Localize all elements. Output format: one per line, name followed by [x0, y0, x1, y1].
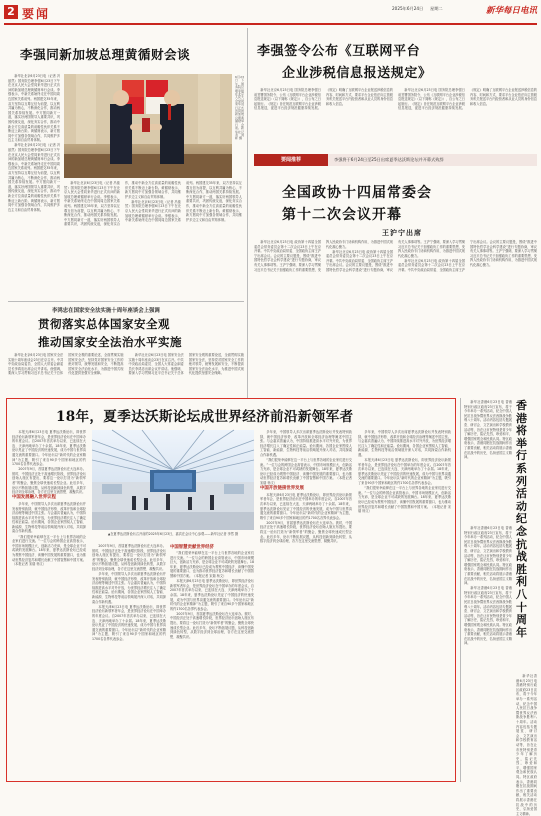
feature-paragraph-3: 多年来，中国领导人多次出席夏季达沃斯论坛并发表特别致辞，就中国经济形势、改革开放和全球经济治理等阐述中国主张。与会嘉宾普遍认为，中国持续推进高水平对外开放，为世界经济增长注入了确定性和正能量。论坛期间，各国企业家围绕人工智能、新能源、生物科技等前沿领域展开深入对话，共同探索合作新机遇。	[12, 501, 86, 534]
paper-name: 新华每日电讯	[486, 6, 538, 16]
article-singapore-paragraph-repeat: 新华社北京6月23日电（记者 冯歆然）国务院总理李强6月23日下午在北京人民大会堂同来华进行正式访问的新加坡总理黄循财举行会谈。李强表示，中新关系始终走在中国同周边国家关系前列。两国建交35年来，双方坚持以互尊互信为前提，以互利共赢为核心，不断深化合作，推动两国关系持续发展。中方愿同新方一道，落实好两国领导人重要共识，巩固传统友谊，深化务实合作，推动中新全方位高质量的前瞻性伙伴关系不断迈上新台阶。黄循财表示，新方愿同中方加强各领域合作，共同维护多边主义和自由贸易体制。	[8, 143, 60, 212]
feature-paragraph-4c: “我们很荣幸能够在这一平台上与世界各地的企业家们进行交流。”一位与会的跨国企业高管表示，中国市场规模巨大，创新活力充沛，是全球企业不可或缺的发展舞台。18年来，夏季达沃斯论坛已经成为观察中国经济、读懂中国发展的重要窗口，也为推动世界经济复苏和增长贡献了中国智慧和中国方案。（本报记者 宋瑞 杨文）	[260, 458, 352, 486]
sidebar-body-bottom	[516, 674, 537, 816]
article-singapore-body	[8, 74, 60, 296]
issue-weekday: 星期二	[430, 6, 443, 11]
article-cppcc-byline: 王沪宁出席	[382, 228, 422, 237]
article-cppcc-paragraph: 新华社北京6月23日电 政协第十四届全国委员会常务委员会第十二次会议23日上午在京开幕。中共中央政治局常委、全国政协主席王沪宁出席会议。会议的主要议题是，围绕“推进中国特色哲学社会科学建设”进行专题协商，审议有关人事事项等。王沪宁强调，要深入学习贯彻习近平总书记关于加强政协工作的重要思想，发挥人民政协专门协商机构作用，为推进中国式现代化凝心聚力。	[254, 240, 393, 272]
recommend-banner	[254, 154, 537, 166]
feature-paragraph-4b: “我们很荣幸能够在这一平台上与世界各地的企业家们进行交流。”一位与会的跨国企业高管表示，中国市场规模巨大，创新活力充沛，是全球企业不可或缺的发展舞台。18年来，夏季达沃斯论坛已经成为观察中国经济、读懂中国发展的重要窗口，也为推动世界经济复苏和增长贡献了中国智慧和中国方案。（本报记者 宋瑞 杨文）	[170, 551, 254, 579]
feature-paragraph-3c: 多年来，中国领导人多次出席夏季达沃斯论坛并发表特别致辞，就中国经济形势、改革开放和全球经济治理等阐述中国主张。与会嘉宾普遍认为，中国持续推进高水平对外开放，为世界经济增长注入了确定性和正能量。论坛期间，各国企业家围绕人工智能、新能源、生物科技等前沿领域展开深入对话，共同探索合作新机遇。	[260, 430, 352, 457]
feature-body-col-5	[358, 430, 451, 776]
article-security-body	[8, 353, 244, 398]
feature-paragraph-3d: 多年来，中国领导人多次出席夏季达沃斯论坛并发表特别致辞，就中国经济形势、改革开放和全球经济治理等阐述中国主张。与会嘉宾普遍认为，中国持续推进高水平对外开放，为世界经济增长注入了确定性和正能量。论坛期间，各国企业家围绕人工智能、新能源、生物科技等前沿领域展开深入对话，共同探索合作新机遇。	[358, 430, 451, 457]
feature-body-col-1	[12, 430, 86, 776]
article-singapore-paragraph: 新华社北京6月23日电（记者 冯歆然）国务院总理李强6月23日下午在北京人民大会堂同来华进行正式访问的新加坡总理黄循财举行会谈。李强表示，中新关系始终走在中国同周边国家关系前列。两国建交35年来，双方坚持以互尊互信为前提，以互利共赢为核心，不断深化合作，推动两国关系持续发展。中方愿同新方一道，落实好两国领导人重要共识，巩固传统友谊，深化务实合作，推动中新全方位高质量的前瞻性伙伴关系不断迈上新台阶。黄循财表示，新方愿同中方加强各领域合作，共同维护多边主义和自由贸易体制。	[8, 74, 60, 143]
article-cppcc-headline-2: 第十二次会议开幕	[282, 207, 402, 223]
article-singapore-paragraph-lower-2: 新华社北京6月23日电（记者 冯歆然）国务院总理李强6月23日下午在北京人民大会堂同来华进行正式访问的新加坡总理黄循财举行会谈。李强表示，中新关系始终走在中国同周边国家关系前列。两国建交35年来，双方坚持以互尊互信为前提，以互利共赢为核心，不断深化合作，推动两国关系持续发展。中方愿同新方一道，落实好两国领导人重要共识，巩固传统友谊，深化务实合作，推动中新全方位高质量的前瞻性伙伴关系不断迈上新台阶。黄循财表示，新方愿同中方加强各领域合作，共同维护多边主义和自由贸易体制。	[125, 181, 242, 223]
article-decree-paragraph: 新华社北京6月23日电 国务院总理李强日前签署国务院令，公布《互联网平台企业涉税信息报送规定》（以下简称《规定》），自公布之日起施行。《规定》旨在规范互联网平台企业涉税信息报送，促进平台经济规范健康持续发展。《规定》明确了互联网平台企业报送涉税信息的内容、时间和方式，要求平台企业依法向主管税务机关报送平台内经营者和从业人员的身份信息和收入信息。	[254, 88, 393, 111]
feature-subheading-1: 中国发展融入世界议程	[12, 495, 56, 501]
sidebar-paragraph-mid: 新华社香港6月23日电 香港特别行政区政府23日宣布，将于今年举办一系列活动，纪念中国人民抗日战争暨世界反法西斯战争胜利八十周年。活动内容包括专题展览、研讨会、文艺演出和学校教育活动等，旨在让市民特别是青少年了解历史，铭记先烈，珍爱和平，增强国家观念和民族认同。特区政府表示，香港同胞在抗战期间作出了重要贡献，相关活动将展示香港在抗战中的历史，弘扬爱国主义精神。	[464, 526, 512, 586]
feature-paragraph-2d: 2007年9月，首届夏季达沃斯论坛在大连举办。彼时，中国经济正处于高速增长阶段，世界经济论坛创始人施瓦布提出，要将这一论坛打造为“新领军者”的聚会，聚焦全球快速成长型企业。此后多年，论坛不断拓展议题，从科技创新到绿色转型，从数字经济到全球治理，各方在这里交流思想、凝聚共识。	[260, 520, 352, 544]
column-divider-sidebar	[460, 398, 461, 782]
feature-headline: 18年，夏季达沃斯论坛成世界经济前沿新领军者	[56, 409, 354, 425]
feature-paragraph-4: “我们很荣幸能够在这一平台上与世界各地的企业家们进行交流。”一位与会的跨国企业高管表示，中国市场规模巨大，创新活力充沛，是全球企业不可或缺的发展舞台。18年来，夏季达沃斯论坛已经成为观察中国经济、读懂中国发展的重要窗口，也为推动世界经济复苏和增长贡献了中国智慧和中国方案。（本报记者 宋瑞 杨文）	[12, 534, 86, 567]
article-singapore-body-lower	[64, 181, 242, 296]
feature-paragraph-1d: 本报天津6月23日电 夏季达沃斯论坛，即世界经济论坛新领军者年会，是世界经济论坛在中国举办的年度会议。自2007年首次举办以来，已连续在大连、天津两地举办了十余届。18年来，夏季达沃斯论坛见证了中国经济的快速发展，成为中国与世界沟通交流的重要窗口。今年论坛以“新时代的企业家精神”为主题，吸引了来自90多个国家和地区的约1700名各界代表参会。	[260, 492, 352, 520]
feature-paragraph-1b: 本报天津6月23日电 夏季达沃斯论坛，即世界经济论坛新领军者年会，是世界经济论坛在中国举办的年度会议。自2007年首次举办以来，已连续在大连、天津两地举办了十余届。18年来，夏季达沃斯论坛见证了中国经济的快速发展，成为中国与世界沟通交流的重要窗口。今年论坛以“新时代的企业家精神”为主题，吸引了来自90多个国家和地区的约1700名各界代表参会。	[92, 604, 166, 641]
recommend-kicker: 要闻推荐	[280, 157, 301, 163]
feature-paragraph-2: 2007年9月，首届夏季达沃斯论坛在大连举办。彼时，中国经济正处于高速增长阶段，世界经济论坛创始人施瓦布提出，要将这一论坛打造为“新领军者”的聚会，聚焦全球快速成长型企业。此后多年，论坛不断拓展议题，从科技创新到绿色转型，从数字经济到全球治理，各方在这里交流思想、凝聚共识。	[12, 467, 86, 495]
divider-security	[8, 301, 244, 302]
article-security-headline-1: 贯彻落实总体国家安全观	[38, 317, 170, 331]
sidebar-body-top	[464, 400, 512, 522]
article-decree-paragraph-repeat: 新华社北京6月23日电 国务院总理李强日前签署国务院令，公布《互联网平台企业涉税信息报送规定》（以下简称《规定》），自公布之日起施行。《规定》旨在规范互联网平台企业涉税信息报送，促进平台经济规范健康持续发展。《规定》明确了互联网平台企业报送涉税信息的内容、时间和方式，要求平台企业依法向主管税务机关报送平台内经营者和从业人员的身份信息和收入信息。	[398, 88, 537, 111]
feature-paragraph-1c: 本报天津6月23日电 夏季达沃斯论坛，即世界经济论坛新领军者年会，是世界经济论坛在中国举办的年度会议。自2007年首次举办以来，已连续在大连、天津两地举办了十余届。18年来，夏季达沃斯论坛见证了中国经济的快速发展，成为中国与世界沟通交流的重要窗口。今年论坛以“新时代的企业家精神”为主题，吸引了来自90多个国家和地区的约1700名各界代表参会。	[170, 579, 254, 611]
feature-paragraph-3b: 多年来，中国领导人多次出席夏季达沃斯论坛并发表特别致辞，就中国经济形势、改革开放和全球经济治理等阐述中国主张。与会嘉宾普遍认为，中国持续推进高水平对外开放，为世界经济增长注入了确定性和正能量。论坛期间，各国企业家围绕人工智能、新能源、生物科技等前沿领域展开深入对话，共同探索合作新机遇。	[92, 572, 166, 604]
masthead-rule	[4, 23, 537, 25]
feature-body-col-3	[170, 544, 254, 776]
feature-photo	[92, 430, 254, 530]
sidebar-paragraph-top: 新华社香港6月23日电 香港特别行政区政府23日宣布，将于今年举办一系列活动，纪念中国人民抗日战争暨世界反法西斯战争胜利八十周年。活动内容包括专题展览、研讨会、文艺演出和学校教育活动等，旨在让市民特别是青少年了解历史，铭记先烈，珍爱和平，增强国家观念和民族认同。特区政府表示，香港同胞在抗战期间作出了重要贡献，相关活动将展示香港在抗战中的历史，弘扬爱国主义精神。	[464, 400, 512, 460]
article-security-paragraph: 新华社北京6月23日电 国家安全法实施十周年座谈会23日在京召开。中共中央政治局委员、全国人大常委会副委员长李鸿忠出席会议并讲话。他强调，要深入学习贯彻习近平总书记关于总体国家安全观的重要论述，全面贯彻实施国家安全法，坚持党对国家安全工作的绝对领导，统筹发展和安全，不断提高国家安全法治化水平，为推进中国式现代化提供坚强安全保障。	[8, 353, 124, 376]
feature-subheading-2: 中国智慧贡献世界经济	[170, 544, 214, 550]
article-singapore-caption: 6月23日下午，国务院总理李强在北京人民大会堂同来华进行正式访问的新加坡总理黄循财举行会谈。新华社记者 刘彬 摄	[235, 75, 245, 141]
article-security-paragraph-2: 新华社北京6月23日电 国家安全法实施十周年座谈会23日在京召开。中共中央政治局委员、全国人大常委会副委员长李鸿忠出席会议并讲话。他强调，要深入学习贯彻习近平总书记关于总体国家安全观的重要论述，全面贯彻实施国家安全法，坚持党对国家安全工作的绝对领导，统筹发展和安全，不断提高国家安全法治化水平，为推进中国式现代化提供坚强安全保障。	[128, 353, 244, 376]
article-cppcc-paragraph-2: 新华社北京6月23日电 政协第十四届全国委员会常务委员会第十二次会议23日上午在京开幕。中共中央政治局常委、全国政协主席王沪宁出席会议。会议的主要议题是，围绕“推进中国特色哲学社会科学建设”进行专题协商，审议有关人事事项等。王沪宁强调，要深入学习贯彻习近平总书记关于加强政协工作的重要思想，发挥人民政协专门协商机构作用，为推进中国式现代化凝心聚力。	[326, 240, 465, 273]
feature-photo-caption: ▲在夏季达沃斯论坛召开前的2025年6月23日，嘉宾在会议中心参观——新华社记者 李然 摄	[107, 532, 239, 536]
feature-body-col-2	[92, 544, 166, 776]
article-singapore-headline: 李强同新加坡总理黄循财会谈	[20, 47, 191, 62]
masthead	[0, 0, 541, 24]
article-cppcc-body	[254, 240, 537, 396]
issue-date: 2025年6月24日	[392, 6, 424, 11]
sidebar-headline: 香港将举行系列活动纪念抗战胜利八十周年	[516, 399, 527, 639]
page-number-badge	[4, 5, 18, 19]
sidebar-paragraph-bottom: 新华社香港6月23日电 香港特别行政区政府23日宣布，将于今年举办一系列活动，纪念中国人民抗日战争暨世界反法西斯战争胜利八十周年。活动内容包括专题展览、研讨会、文艺演出和学校教育活动等，旨在让市民特别是青少年了解历史，铭记先烈，珍爱和平，增强国家观念和民族认同。特区政府表示，香港同胞在抗战期间作出了重要贡献，相关活动将展示香港在抗战中的历史，弘扬爱国主义精神。	[516, 674, 537, 816]
article-security-headline-2: 推动国家安全法治水平实施	[38, 335, 182, 349]
column-divider-top	[247, 28, 248, 398]
feature-paragraph-4d: “我们很荣幸能够在这一平台上与世界各地的企业家们进行交流。”一位与会的跨国企业高管表示，中国市场规模巨大，创新活力充沛，是全球企业不可或缺的发展舞台。18年来，夏季达沃斯论坛已经成为观察中国经济、读懂中国发展的重要窗口，也为推动世界经济复苏和增长贡献了中国智慧和中国方案。（本报记者 宋瑞 杨文）	[358, 486, 451, 514]
article-cppcc-paragraph-3: 新华社北京6月23日电 政协第十四届全国委员会常务委员会第十二次会议23日上午在京开幕。中共中央政治局常委、全国政协主席王沪宁出席会议。会议的主要议题是，围绕“推进中国特色哲学社会科学建设”进行专题协商，审议有关人事事项等。王沪宁强调，要深入学习贯彻习近平总书记关于加强政协工作的重要思想，发挥人民政协专门协商机构作用，为推进中国式现代化凝心聚力。	[398, 240, 537, 273]
feature-paragraph-2c: 2007年9月，首届夏季达沃斯论坛在大连举办。彼时，中国经济正处于高速增长阶段，世界经济论坛创始人施瓦布提出，要将这一论坛打造为“新领军者”的聚会，聚焦全球快速成长型企业。此后多年，论坛不断拓展议题，从科技创新到绿色转型，从数字经济到全球治理，各方在这里交流思想、凝聚共识。	[170, 611, 254, 639]
article-decree-headline-1: 李强签令公布《互联网平台	[257, 44, 421, 59]
feature-paragraph-2b: 2007年9月，首届夏季达沃斯论坛在大连举办。彼时，中国经济正处于高速增长阶段，世界经济论坛创始人施瓦布提出，要将这一论坛打造为“新领军者”的聚会，聚焦全球快速成长型企业。此后多年，论坛不断拓展议题，从科技创新到绿色转型，从数字经济到全球治理，各方在这里交流思想、凝聚共识。	[92, 544, 166, 571]
recommend-brief: 李强将于6月24日至25日出席夏季达沃斯论坛并开幕式致辞	[334, 157, 444, 162]
article-cppcc-headline-1: 全国政协十四届常委会	[282, 185, 432, 201]
article-decree-headline-2: 企业涉税信息报送规定》	[282, 66, 432, 81]
feature-paragraph-1: 本报天津6月23日电 夏季达沃斯论坛，即世界经济论坛新领军者年会，是世界经济论坛在中国举办的年度会议。自2007年首次举办以来，已连续在大连、天津两地举办了十余届。18年来，夏季达沃斯论坛见证了中国经济的快速发展，成为中国与世界沟通交流的重要窗口。今年论坛以“新时代的企业家精神”为主题，吸引了来自90多个国家和地区的约1700名各界代表参会。	[12, 430, 86, 467]
page-number: 2	[7, 5, 15, 18]
conference-hall-illustration	[92, 430, 254, 530]
section-title: 要闻	[22, 7, 51, 21]
feature-subheading-3: 中国开放链接世界发展	[260, 486, 304, 492]
article-security-kicker: 李鸿忠在国家安全法实施十周年座谈会上强调	[52, 308, 160, 314]
sidebar-paragraph-mid-2: 新华社香港6月23日电 香港特别行政区政府23日宣布，将于今年举办一系列活动，纪念中国人民抗日战争暨世界反法西斯战争胜利八十周年。活动内容包括专题展览、研讨会、文艺演出和学校教育活动等，旨在让市民特别是青少年了解历史，铭记先烈，珍爱和平，增强国家观念和民族认同。特区政府表示，香港同胞在抗战期间作出了重要贡献，相关活动将展示香港在抗战中的历史，弘扬爱国主义精神。	[464, 586, 512, 646]
article-singapore-photo	[64, 74, 232, 178]
sidebar-body-mid	[464, 526, 512, 776]
handshake-photo-illustration	[64, 74, 232, 178]
recommend-kicker-tag	[254, 154, 328, 166]
feature-body-col-4	[260, 430, 352, 776]
article-singapore-paragraph-lower: 新华社北京6月23日电（记者 冯歆然）国务院总理李强6月23日下午在北京人民大会堂同来华进行正式访问的新加坡总理黄循财举行会谈。李强表示，中新关系始终走在中国同周边国家关系前列。两国建交35年来，双方坚持以互尊互信为前提，以互利共赢为核心，不断深化合作，推动两国关系持续发展。中方愿同新方一道，落实好两国领导人重要共识，巩固传统友谊，深化务实合作，推动中新全方位高质量的前瞻性伙伴关系不断迈上新台阶。黄循财表示，新方愿同中方加强各领域合作，共同维护多边主义和自由贸易体制。	[64, 181, 181, 227]
article-decree-body	[254, 88, 537, 152]
feature-paragraph-1e: 本报天津6月23日电 夏季达沃斯论坛，即世界经济论坛新领军者年会，是世界经济论坛在中国举办的年度会议。自2007年首次举办以来，已连续在大连、天津两地举办了十余届。18年来，夏季达沃斯论坛见证了中国经济的快速发展，成为中国与世界沟通交流的重要窗口。今年论坛以“新时代的企业家精神”为主题，吸引了来自90多个国家和地区的约1700名各界代表参会。	[358, 458, 451, 486]
